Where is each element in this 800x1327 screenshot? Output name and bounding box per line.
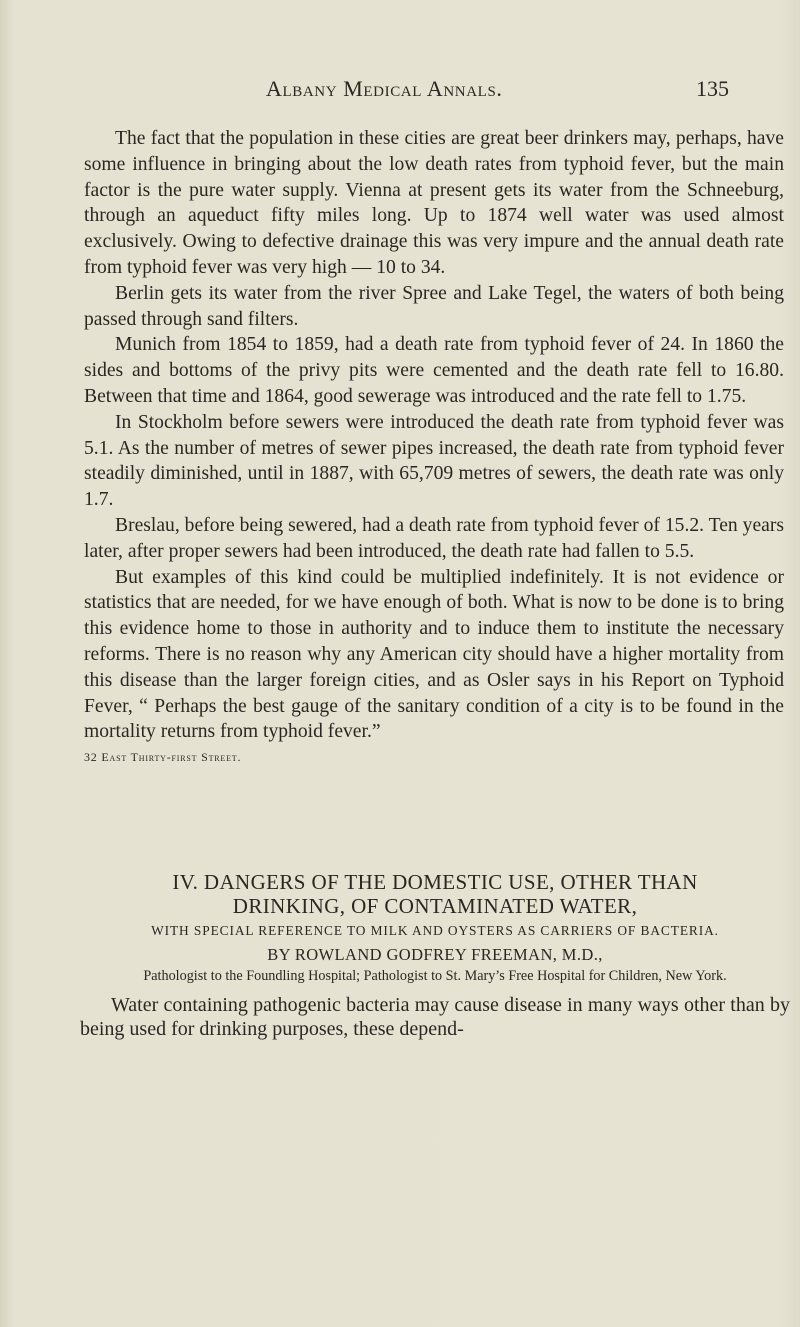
article-opening-paragraph: Water containing pathogenic bacteria may cause disease in many ways other than by being used for drinking purposes, these depend- [80, 994, 790, 1040]
paragraph-breslau: Breslau, before being sewered, had a death rate from typhoid fever of 15.2. Ten years later, after proper sewers had been introduced, the death rate had fallen to 5.5. [84, 514, 784, 562]
article-author: BY ROWLAND GODFREY FREEMAN, M.D., [267, 945, 603, 964]
article-heading-line-1: IV. DANGERS OF THE DOMESTIC USE, OTHER THAN [172, 870, 698, 894]
page-number: 135 [696, 76, 729, 101]
paragraph-stockholm: In Stockholm before sewers were introduced the death rate from typhoid fever was 5.1. As the number of metres of sewer pipes increased, the death rate from typhoid fever steadily diminished, until in 1887, with 65,709 metres of sewers, the death rate was only 1.7. [84, 411, 784, 511]
paragraph-conclusion: But examples of this kind could be multiplied indefinitely. It is not evidence or statistics that are needed, for we have enough of both. What is now to be done is to bring this evidence home to those in authority and to induce them to institute the necessary reforms. There is no reason why any American city should have a higher mortality from this disease than the larger foreign cities, and as Osler says in his Report on Typhoid Fever, “ Perhaps the best gauge of the sanitary condition of a city is to be found in the mortality returns from typhoid fever.” [84, 566, 784, 743]
article-body [84, 126, 784, 767]
paragraph-berlin: Berlin gets its water from the river Spree and Lake Tegel, the waters of both being passed through sand filters. [84, 282, 784, 330]
article-heading-line-2: DRINKING, OF CONTAMINATED WATER, [232, 894, 638, 918]
article-subtitle: WITH SPECIAL REFERENCE TO MILK AND OYSTERS AS CARRIERS OF BACTERIA. [151, 923, 719, 938]
paragraph-vienna: The fact that the population in these cities are great beer drinkers may, perhaps, have some influence in bringing about the low death rates from typhoid fever, but the main factor is the pure water supply. Vienna at present gets its water from the Schneeburg, through an aqueduct fifty miles long. Up to 1874 well water was used almost exclusively. Owing to defective drainage this was very impure and the annual death rate from typhoid fever was very high — 10 to 34. [84, 128, 784, 278]
author-affiliation: Pathologist to the Foundling Hospital; Pathologist to St. Mary’s Free Hospital for Children, New York. [143, 968, 727, 984]
next-article [80, 870, 790, 1041]
paragraph-munich: Munich from 1854 to 1859, had a death rate from typhoid fever of 24. In 1860 the sides and bottoms of the privy pits were cemented and the death rate fell to 16.80. Between that time and 1864, good sewerage was introduced and the rate fell to 1.75. [84, 334, 784, 407]
running-head [0, 76, 800, 106]
author-address: 32 East Thirty-first Street. [84, 750, 242, 765]
journal-title: Albany Medical Annals. [266, 76, 503, 101]
